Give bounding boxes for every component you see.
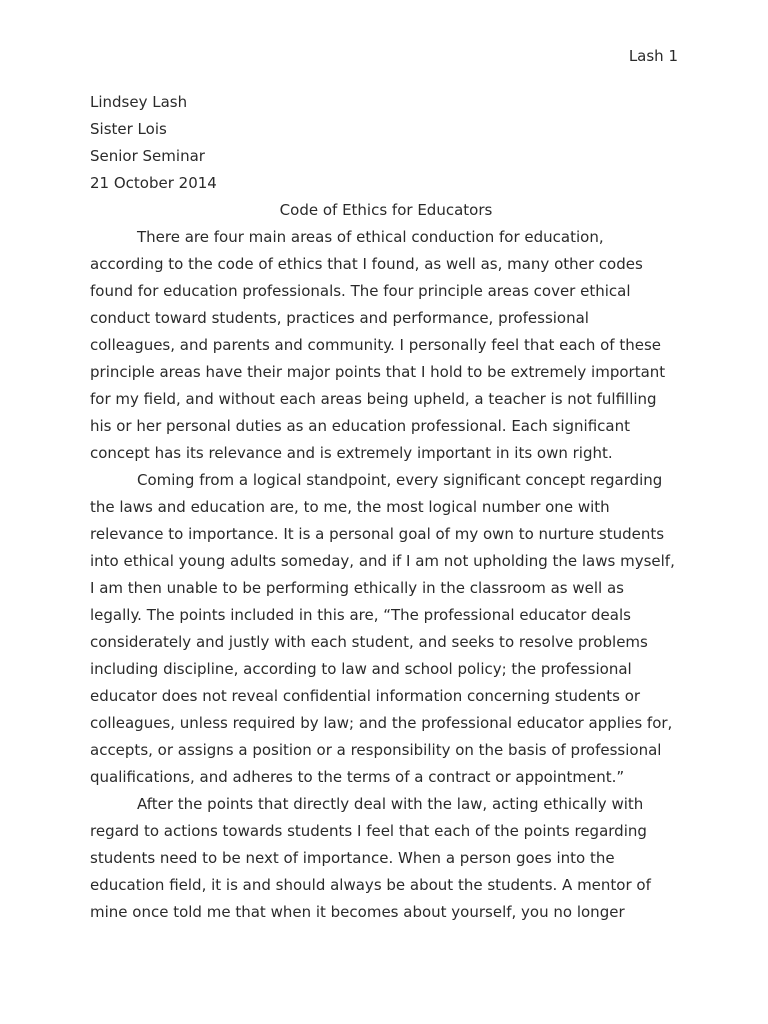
paragraph-line: There are four main areas of ethical conduction for education, (137, 228, 604, 246)
paragraph-line: conduct toward students, practices and performance, professional (90, 309, 589, 327)
paragraph-line: education field, it is and should always be about the students. A mentor of (90, 876, 651, 894)
essay-body (90, 89, 682, 926)
instructor-name: Sister Lois (90, 120, 167, 138)
paragraph-line: legally. The points included in this are, “The professional educator deals (90, 606, 631, 624)
paragraph-line: into ethical young adults someday, and if I am not upholding the laws myself, (90, 552, 675, 570)
paragraph-line: found for education professionals. The four principle areas cover ethical (90, 282, 631, 300)
paragraph-line: principle areas have their major points that I hold to be extremely important (90, 363, 666, 381)
paragraph-line: considerately and justly with each student, and seeks to resolve problems (90, 633, 648, 651)
paragraph-line: After the points that directly deal with the law, acting ethically with (137, 795, 644, 813)
paragraph-line: concept has its relevance and is extremely important in its own right. (90, 444, 613, 462)
paragraph-line: I am then unable to be performing ethically in the classroom as well as (90, 579, 624, 597)
paragraph-line: mine once told me that when it becomes about yourself, you no longer (90, 903, 625, 921)
paragraph-line: accepts, or assigns a position or a responsibility on the basis of professional (90, 741, 662, 759)
paragraph-line: according to the code of ethics that I found, as well as, many other codes (90, 255, 643, 273)
author-name: Lindsey Lash (90, 93, 188, 111)
paragraph-line: qualifications, and adheres to the terms of a contract or appointment.” (90, 768, 625, 786)
paragraph-line: colleagues, unless required by law; and the professional educator applies for, (90, 714, 673, 732)
paragraph-line: colleagues, and parents and community. I personally feel that each of these (90, 336, 662, 354)
essay-title: Code of Ethics for Educators (279, 201, 493, 219)
paragraph-line: regard to actions towards students I feel that each of the points regarding (90, 822, 647, 840)
paragraph-line: educator does not reveal confidential information concerning students or (90, 687, 641, 705)
paragraph-2 (90, 467, 682, 791)
essay-date: 21 October 2014 (90, 174, 217, 192)
paragraph-line: students need to be next of importance. When a person goes into the (90, 849, 615, 867)
paragraph-line: relevance to importance. It is a personal goal of my own to nurture students (90, 525, 665, 543)
paragraph-line: the laws and education are, to me, the most logical number one with (90, 498, 610, 516)
paragraph-line: for my field, and without each areas being upheld, a teacher is not fulfilling (90, 390, 657, 408)
course-name: Senior Seminar (90, 147, 205, 165)
running-head: Lash 1 (628, 47, 678, 65)
paragraph-line: Coming from a logical standpoint, every significant concept regarding (137, 471, 663, 489)
paragraph-1 (90, 224, 682, 467)
paragraph-3 (90, 791, 682, 926)
paragraph-line: his or her personal duties as an education professional. Each significant (90, 417, 630, 435)
paragraph-line: including discipline, according to law and school policy; the professional (90, 660, 632, 678)
